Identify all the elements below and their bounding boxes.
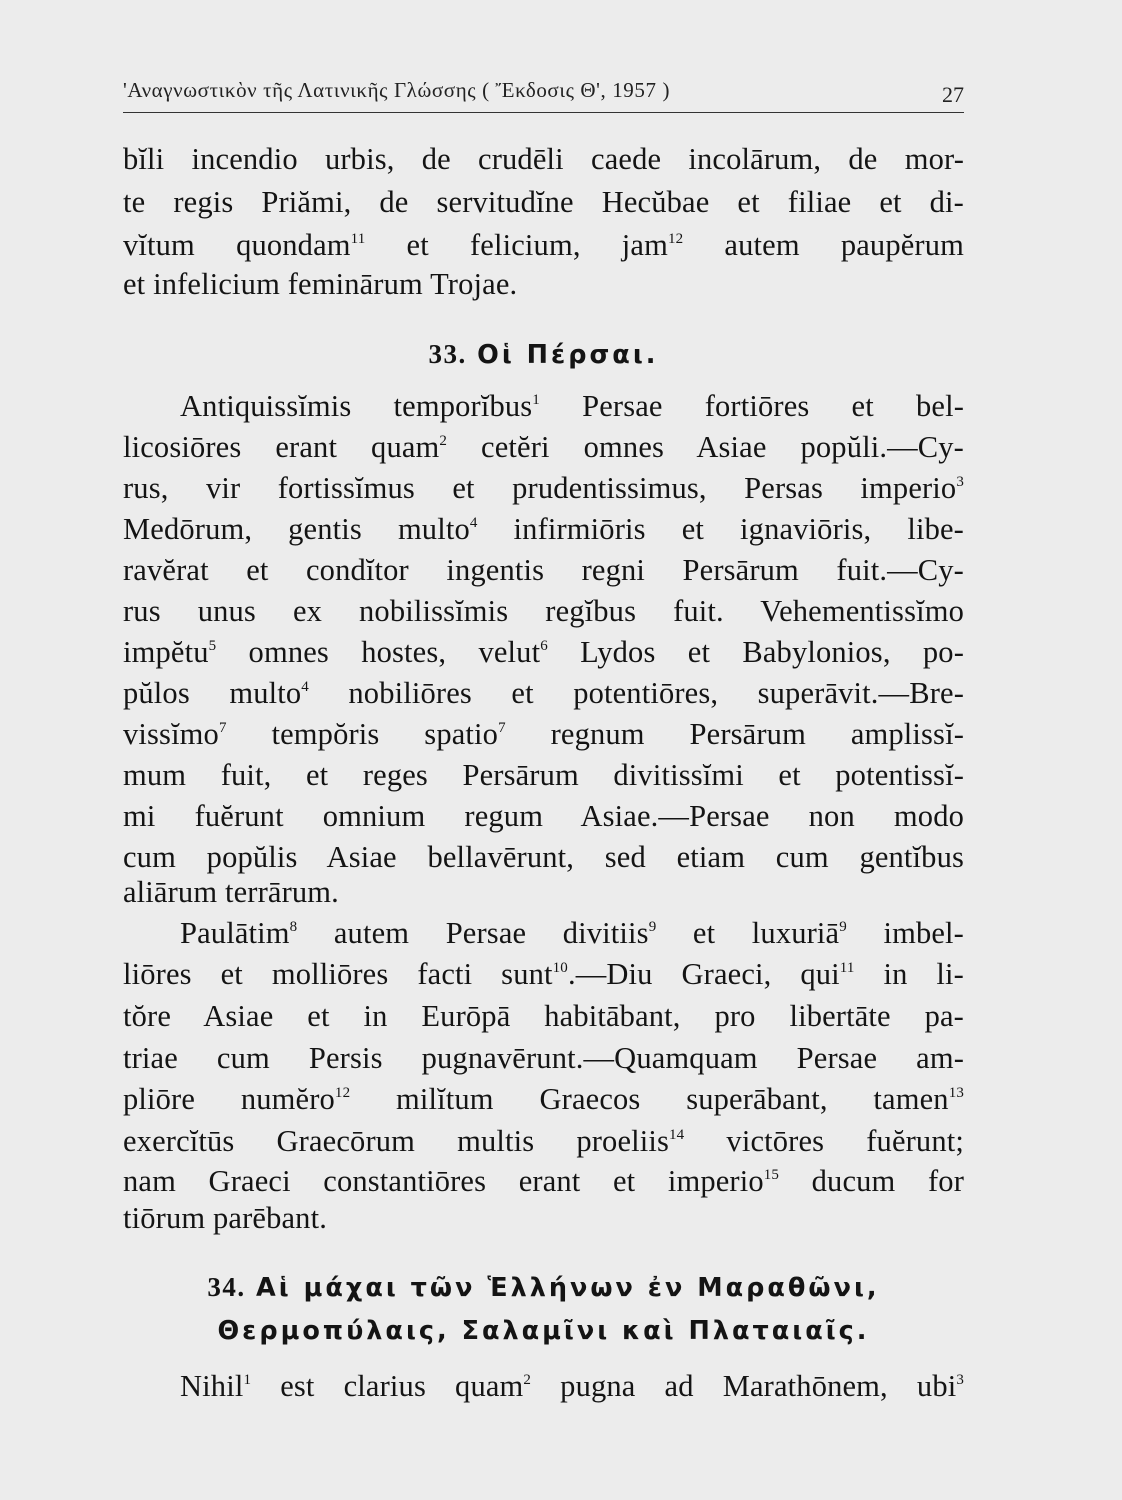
footnote-marker: 3 [956,474,964,490]
footnote-marker: 15 [763,1167,780,1183]
text-line: tŏre Asiae et in Eurōpā habitābant, pro libertāte pa- [123,999,964,1033]
footnote-marker: 4 [469,515,478,531]
text-line: ravĕrat et condĭtor ingentis regni Persārum fuit.—Cy- [123,553,964,587]
text-line: Nihil$^1$ est clarius quam$^2$ pugna ad Marathōnem, ubi$^3$ [180,1369,964,1403]
section-number: 33. [428,339,467,369]
footnote-marker: 12 [667,231,684,247]
text-line: vĭtum quondam$^{11}$ et felicium, jam$^{12}$ autem paupĕrum [123,228,964,262]
text-line: aliārum terrārum. [123,875,339,909]
text-line: te regis Priămi, de servitudĭne Hecŭbae et filiae et di- [123,185,964,219]
running-title: 'Αναγνωστικὸν τῆς Λατινικῆς Γλώσσης ( Ἔκδοσις Θ', 1957 ) [123,78,671,102]
text-line: liōres et molliōres facti sunt$^{10}$.—Diu Graeci, qui$^{11}$ in li- [123,957,964,991]
footnote-marker: 1 [532,392,540,408]
section-number: 34. [207,1272,246,1302]
text-line: mi fuĕrunt omnium regum Asiae.—Persae non modo [123,799,964,833]
footnote-marker: 4 [301,679,309,695]
footnote-marker: 10 [552,960,568,976]
section-title: Οἱ Πέρσαι. [477,340,659,370]
text-line: rus unus ex nobilissĭmis regĭbus fuit. Vehementissĭmo [123,594,964,628]
section-title-line-2: Θερμοπύλαις, Σαλαμῖνι καὶ Πλαταιαῖς. [217,1316,870,1346]
text-line: et infelicium feminārum Trojae. [123,267,518,301]
text-line: bĭli incendio urbis, de crudēli caede incolārum, de mor- [123,142,964,176]
footnote-marker: 7 [498,720,506,736]
footnote-marker: 6 [540,638,548,654]
footnote-marker: 14 [669,1127,685,1143]
footnote-marker: 2 [523,1372,532,1388]
footnote-marker: 11 [839,960,855,976]
text-line: nam Graeci constantiōres erant et imperio$^{15}$ ducum for [123,1164,964,1198]
text-line: tiōrum parēbant. [123,1201,327,1235]
text-line: pliōre numĕro$^{12}$ milĭtum Graecos superābant, tamen$^{13}$ [123,1082,965,1116]
footnote-marker: 9 [839,919,847,935]
section-34-heading [123,1269,964,1306]
section-title-line-1: Αἱ μάχαι τῶν Ἑλλήνων ἐν Μαραθῶνι, [256,1273,880,1303]
section-34-heading-line-2 [123,1313,964,1349]
text-line: triae cum Persis pugnavērunt.—Quamquam Persae am- [123,1041,964,1075]
text-line: pŭlos multo$^4$ nobiliōres et potentiōres, superāvit.—Bre- [123,676,964,710]
footnote-marker: 2 [439,433,448,449]
footnote-marker: 7 [218,720,227,736]
footnote-marker: 12 [334,1085,351,1101]
footnote-marker: 3 [956,1372,964,1388]
text-line: mum fuit, et reges Persārum divitissĭmi et potentissĭ- [123,758,964,792]
text-line: cum popŭlis Asiae bellavērunt, sed etiam cum gentĭbus [123,840,964,874]
footnote-marker: 8 [289,919,298,935]
text-line: Antiquissĭmis temporĭbus$^1$ Persae fortiōres et bel- [180,389,964,423]
text-line: licosiōres erant quam$^2$ cetĕri omnes Asiae popŭli.—Cy- [123,430,964,464]
footnote-marker: 13 [948,1085,965,1101]
page-number: 27 [942,82,964,107]
text-line: Medōrum, gentis multo$^4$ infirmiōris et ignaviōris, libe- [123,512,964,546]
text-line: impĕtu$^5$ omnes hostes, velut$^6$ Lydos et Babylonios, po- [123,635,964,669]
footnote-marker: 1 [243,1372,252,1388]
footnote-marker: 5 [208,638,217,654]
running-header [123,70,964,113]
text-line: vissĭmo$^7$ tempŏris spatio$^7$ regnum Persārum amplissĭ- [123,717,964,751]
text-line: rus, vir fortissĭmus et prudentissimus, Persas imperio$^3$ [123,471,964,505]
text-line: exercĭtūs Graecōrum multis proeliis$^{14}$ victōres fuĕrunt; [123,1124,964,1158]
section-33-heading [123,336,964,373]
footnote-marker: 9 [648,919,657,935]
footnote-marker: 11 [350,231,366,247]
text-line: Paulātim$^8$ autem Persae divitiis$^9$ et luxuriā$^9$ imbel- [180,916,964,950]
